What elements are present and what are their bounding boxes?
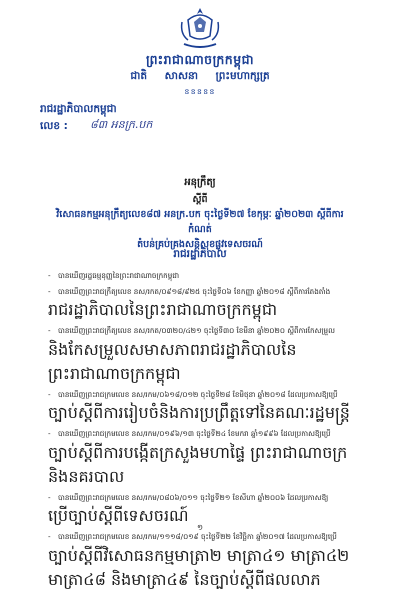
document-number-value: ៨៣ អនក្រ.បក	[90, 118, 153, 131]
document-subject	[50, 207, 350, 252]
bullet-dash: -	[48, 389, 51, 399]
reference-text: បានឃើញព្រះរាជក្រឹត្យលេខ នស/រកត/០៩១៨/៩២៥ ចុះថ្ងៃទី០៦ ខែកញ្ញា ឆ្នាំ២០១៨ ស្តីពីការតែងតាំង	[58, 286, 331, 296]
reference-item	[48, 387, 356, 403]
bullet-dash: -	[48, 271, 51, 280]
reference-item	[48, 323, 356, 339]
reference-text: បានឃើញរដ្ឋធម្មនុញ្ញនៃព្រះរាជាណាចក្រកម្ពុជា	[58, 271, 180, 280]
reference-text: បានឃើញព្រះរាជក្រមលេខ នស/រកម/១១១៨/០១៩ ចុះថ្ងៃទី២២ ខែវិច្ឆិកា ឆ្នាំ២០១៧ ដែលប្រកាសឱ្យប្រើ	[58, 532, 337, 541]
national-motto: ជាតិ សាសនា ព្រះមហាក្សត្រ	[130, 70, 270, 82]
reference-continuation: ច្បាប់ស្តីពីវិសោធនកម្មមាត្រា២ មាត្រា៤១ មាត្រា៤២ មាត្រា៤៨ និងមាត្រា៤៩ នៃច្បាប់ស្តីពីផលលាភ	[48, 545, 350, 589]
issuer-label: រាជរដ្ឋាភិបាលកម្ពុជា	[40, 103, 117, 115]
reference-item	[48, 426, 356, 442]
reference-item	[48, 268, 356, 284]
bullet-dash: -	[48, 286, 51, 296]
subject-line: វិសោធនកម្មអនុក្រឹត្យលេខ៨៧ អនក្រ.បក ចុះថ្ងៃទី២៧ ខែកុម្ភៈ ឆ្នាំ២០២៣ ស្តីពីការកំណត់	[56, 209, 344, 235]
page-number: ១	[196, 523, 204, 532]
bullet-dash: -	[48, 492, 51, 502]
reference-continuation: ច្បាប់ស្តីពីការបង្កើតក្រសួងមហាផ្ទៃ ព្រះរាជាណាចក្រ និងនគរបាល	[48, 442, 348, 486]
ornament-divider: ៜៜៜៜៜ	[184, 87, 216, 96]
reference-item	[48, 490, 356, 506]
document-about: ស្តីពី	[192, 194, 208, 205]
kingdom-title: ព្រះរាជាណាចក្រកម្ពុជា	[145, 52, 255, 67]
reference-continuation: រាជរដ្ឋាភិបាលនៃព្រះរាជាណាចក្រកម្ពុជា	[48, 300, 278, 319]
reference-continuation: និងកែសម្រួលសមាសភាពរាជរដ្ឋាភិបាលនៃព្រះរាជាណាចក្រកម្ពុជា	[48, 339, 297, 383]
reference-item	[48, 284, 356, 300]
reference-text: បានឃើញព្រះរាជក្រមលេខ នស/រកម/០៦១៨/០១២ ចុះថ្ងៃទី២៨ ខែមិថុនា ឆ្នាំ២០១៨ ដែលប្រកាសឱ្យប្រើ	[58, 389, 338, 399]
bullet-dash: -	[48, 532, 51, 541]
document-type: អនុក្រឹត្យ	[184, 177, 216, 188]
document-number-label: លេខ :	[40, 120, 68, 132]
reference-continuation: ប្រើច្បាប់ស្តីពីទេសចរណ៍	[48, 506, 189, 525]
reference-continuation: ច្បាប់ស្តីពីការរៀបចំនិងការប្រព្រឹត្តទៅនៃគណៈរដ្ឋមន្ត្រី	[48, 403, 350, 422]
references-list	[48, 268, 356, 593]
reference-text: បានឃើញព្រះរាជក្រឹត្យលេខ នស/រកត/០៣២០/៤២១ ចុះថ្ងៃទី៣០ ខែមីនា ឆ្នាំ២០២០ ស្តីពីការកែសម្រួល	[58, 326, 335, 335]
government-heading: រាជរដ្ឋាភិបាល	[173, 248, 227, 260]
bullet-dash: -	[48, 429, 51, 438]
reference-text: បានឃើញព្រះរាជក្រមលេខ នស/រកម/០៨០៦/០១១ ចុះថ្ងៃទី២១ ខែសីហា ឆ្នាំ២០០៦ ដែលប្រកាសឱ្យ	[58, 492, 329, 502]
reference-text: បានឃើញព្រះរាជក្រមលេខ នស/រកម/០១៩៦/១៣ ចុះថ្ងៃទី២៤ ខែមករា ឆ្នាំ១៩៩៦ ដែលប្រកាសឱ្យប្រើ	[58, 429, 331, 438]
bullet-dash: -	[48, 326, 51, 335]
subject-line: តំបន់គ្រប់គ្រងសន្តិសុខផ្លូវទេសចរណ៍	[137, 239, 263, 250]
royal-emblem-icon	[176, 6, 224, 50]
